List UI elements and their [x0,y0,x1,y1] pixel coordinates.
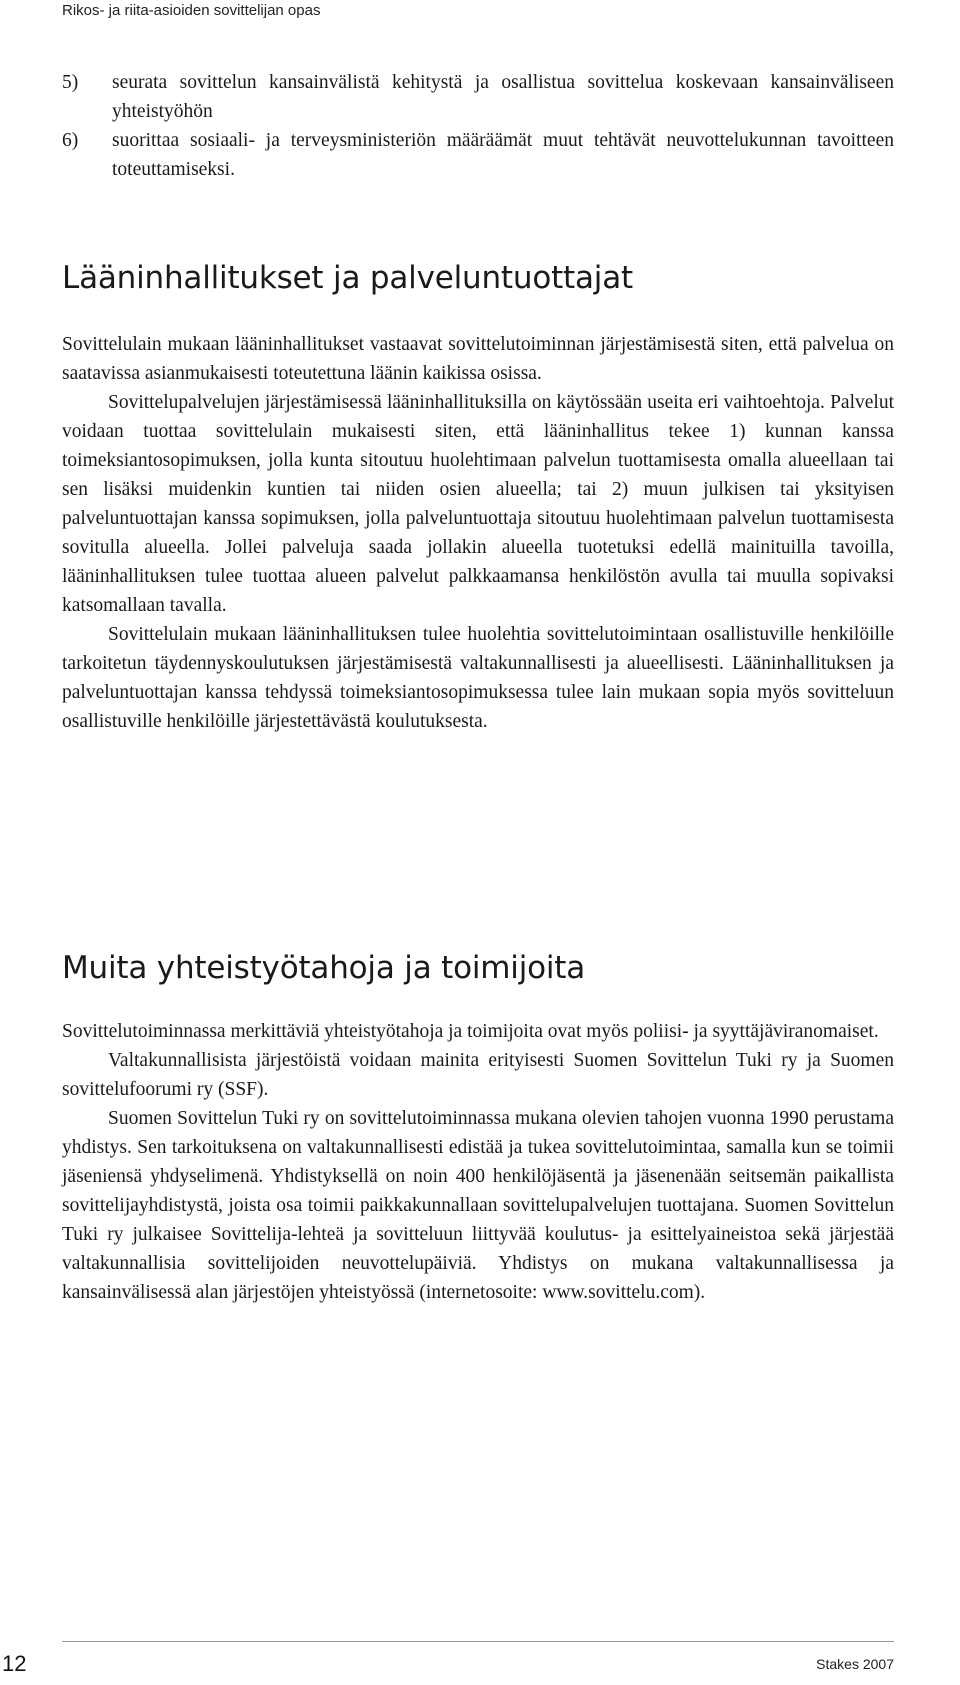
section-heading: Muita yhteistyötahoja ja toimijoita [62,950,586,986]
section-heading-1-wrapper [62,260,894,296]
paragraph: Suomen Sovittelun Tuki ry on sovittelutoiminnassa mukana olevien tahojen vuonna 1990 perustama yhdistys. Sen tarkoituksena on valtakunnallisesti edistää ja tukea sovittelutoimintaa, samalla kun se toimii jäseniensä yhdyselimenä. Yhdistyksellä on noin 400 henkilöjäsentä ja jäsenenään seitsemän paikallista sovittelijayhdistystä, joista osa toimii paikkakunnallaan sovittelupalvelujen tuottajana. Suomen Sovittelun Tuki ry julkaisee Sovittelija-lehteä ja sovitteluun liittyvää koulutus- ja esittelyaineistoa sekä järjestää valtakunnallisia sovittelijoiden neuvottelupäiviä. Yhdistys on mukana valtakunnallisessa ja kansainvälisessä alan järjestöjen yhteistyössä (internetosoite: www.sovittelu.com). [62,1108,894,1303]
page-number: 12 [0,1643,48,1685]
list-item-number: 5) [62,72,79,93]
paragraph: Sovittelutoiminnassa merkittäviä yhteistyötahoja ja toimijoita ovat myös poliisi- ja syyttäjäviranomaiset. [62,1021,879,1042]
running-header: Rikos- ja riita-asioiden sovittelijan opas [62,2,321,19]
paragraph: Sovittelulain mukaan lääninhallitukset vastaavat sovittelutoiminnan järjestämisestä siten, että palvelua on saatavissa asianmukaisesti toteutettuna läänin kaikissa osissa. [62,334,894,384]
numbered-list [62,68,894,184]
paragraph: Sovittelupalvelujen järjestämisessä lääninhallituksilla on käytössään useita eri vaihtoehtoja. Palvelut voidaan tuottaa sovittelulain mukaisesti siten, että lääninhallitus tekee 1) kunnan kanssa toimeksiantosopimuksen, jolla kunta sitoutuu huolehtimaan palvelun tuottamisesta omalla alueellaan tai sen lisäksi muidenkin kuntien tai niiden osien alueella; tai 2) muun julkisen tai yksityisen palveluntuottajan kanssa sopimuksen, jolla palveluntuottaja sitoutuu huolehtimaan palvelun tuottamisesta sovitulla alueella. Jollei palveluja saada jollakin alueella tuotetuksi edellä mainituilla tavoilla, lääninhallituksen tulee tuottaa alueen palvelut palkkaamansa henkilöstön avulla tai muulla sopivaksi katsomallaan tavalla. [62,392,894,616]
paragraph: Valtakunnallisista järjestöistä voidaan mainita erityisesti Suomen Sovittelun Tuki ry ja Suomen sovittelufoorumi ry (SSF). [62,1050,894,1100]
section-2-body [62,1017,894,1307]
list-item-text: suorittaa sosiaali- ja terveysministeriön määräämät muut tehtävät neuvottelukunnan tavoitteen toteuttamiseksi. [112,130,894,180]
section-heading: Lääninhallitukset ja palveluntuottajat [62,260,633,296]
list-item [62,68,894,126]
paragraph: Sovittelulain mukaan lääninhallituksen tulee huolehtia sovittelutoimintaan osallistuville henkilöille tarkoitetun täydennyskoulutuksen järjestämisestä valtakunnallisesti ja alueellisesti. Lääninhallituksen ja palveluntuottajan kanssa tehdyssä toimeksiantosopimuksessa tulee lain mukaan sopia myös sovitteluun osallistuville henkilöille järjestettävästä koulutuksesta. [62,624,894,732]
list-item [62,126,894,184]
section-1-body [62,330,894,736]
section-heading-2-wrapper [62,950,894,986]
list-item-number: 6) [62,130,79,151]
list-item-text: seurata sovittelun kansainvälistä kehitystä ja osallistua sovittelua koskevaan kansainväliseen yhteistyöhön [112,72,894,122]
publisher-credit: Stakes 2007 [816,1656,894,1672]
footer-divider [62,1641,894,1642]
